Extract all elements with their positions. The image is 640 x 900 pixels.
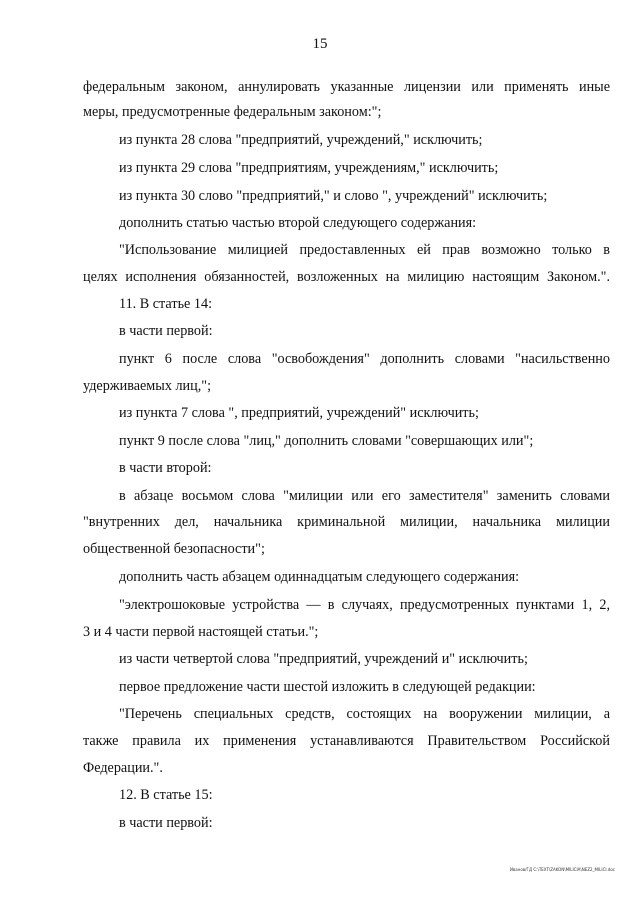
text-line-2: меры, предусмотренные федеральным законом:"; <box>83 104 382 120</box>
text-line-27: 12. В статье 15: <box>119 787 213 803</box>
text-line-16: в абзаце восьмом слова "милиции или его заместителя" заменить словами <box>119 488 610 504</box>
text-line-19: дополнить часть абзацем одиннадцатым следующего содержания: <box>119 569 520 585</box>
text-line-22: из части четвертой слова "предприятий, учреждений и" исключить; <box>119 651 528 667</box>
text-line-15: в части второй: <box>119 460 212 476</box>
file-path-footer: Иванов/ГД C:\TEXT\ZAKON\MILICIA\NEZ2_MILICI.doc <box>509 867 615 872</box>
text-line-4: из пункта 29 слова "предприятиям, учреждениям," исключить; <box>119 160 499 176</box>
text-line-11: пункт 6 после слова "освобождения" дополнить словами "насильственно <box>119 351 610 367</box>
text-line-14: пункт 9 после слова "лиц," дополнить словами "совершающих или"; <box>119 433 534 449</box>
text-line-1: федеральным законом, аннулировать указанные лицензии или применять иные <box>83 79 610 95</box>
text-line-6: дополнить статью частью второй следующего содержания: <box>119 215 477 231</box>
text-line-20: "электрошоковые устройства — в случаях, предусмотренных пунктами 1, 2, <box>119 597 610 613</box>
text-line-24: "Перечень специальных средств, состоящих на вооружении милиции, а <box>119 706 610 722</box>
text-line-7: "Использование милицией предоставленных ей прав возможно только в <box>119 242 610 258</box>
text-line-8: целях исполнения обязанностей, возложенных на милицию настоящим Законом.". <box>83 269 610 285</box>
text-line-3: из пункта 28 слова "предприятий, учреждений," исключить; <box>119 132 483 148</box>
text-line-25: также правила их применения устанавливаются Правительством Российской <box>83 733 610 749</box>
text-line-28: в части первой: <box>119 815 213 831</box>
page-number: 15 <box>312 36 328 52</box>
text-line-10: в части первой: <box>119 323 213 339</box>
text-line-23: первое предложение части шестой изложить в следующей редакции: <box>119 679 536 695</box>
text-line-18: общественной безопасности"; <box>83 541 265 557</box>
text-line-9: 11. В статье 14: <box>119 296 213 312</box>
text-line-17: "внутренних дел, начальника криминальной милиции, начальника милиции <box>83 514 610 530</box>
text-line-13: из пункта 7 слова ", предприятий, учреждений" исключить; <box>119 405 479 421</box>
text-line-12: удерживаемых лиц,"; <box>83 378 212 394</box>
text-line-5: из пункта 30 слово "предприятий," и слово ", учреждений" исключить; <box>119 188 548 204</box>
text-line-26: Федерации.". <box>83 760 163 776</box>
text-line-21: 3 и 4 части первой настоящей статьи."; <box>83 624 319 640</box>
